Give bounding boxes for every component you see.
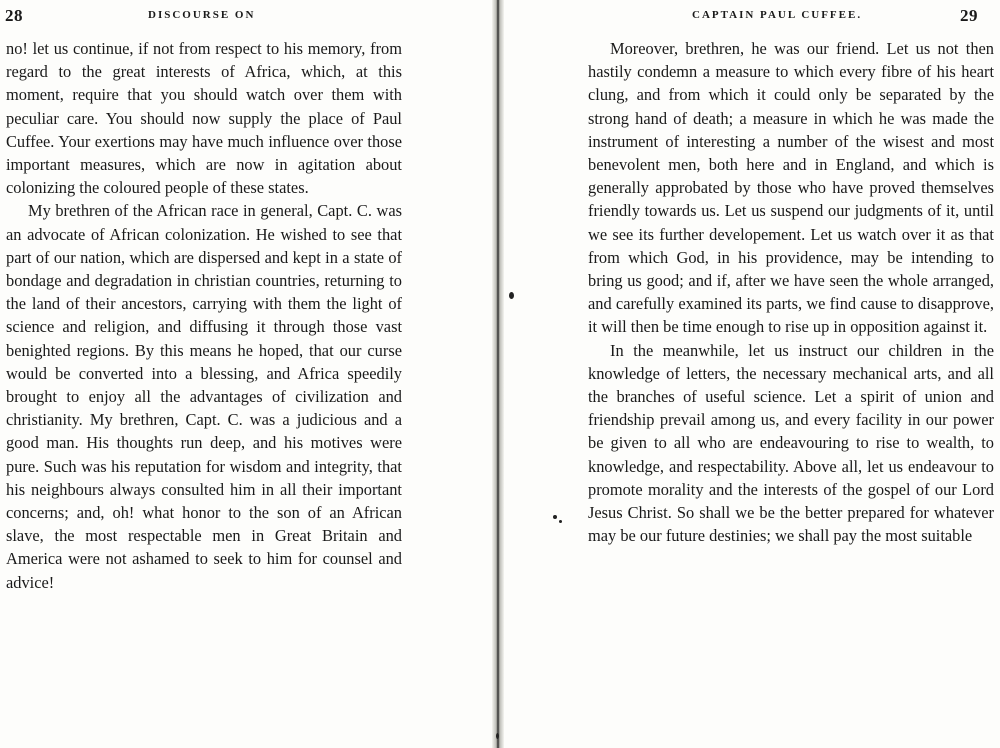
paragraph: My brethren of the African race in general, Capt. C. was an advocate of African colonization. He wished to see that part of our nation, which are dispersed and kept in a state of bondage and degradation in christian countries, returning to the land of their ancestors, carrying with them the light of science and religion, and diffusing it through those vast benighted regions. By this means he hoped, that our curse would be converted into a blessing, and Africa speedily brought to enjoy all the advantages of civilization and christianity. My brethren, Capt. C. was a judicious and a good man. His thoughts run deep, and his motives were pure. Such was his reputation for wisdom and integrity, that his neighbours always consulted him in all their important concerns; and, oh! what honor to the son of an African slave, the most respectable men in Great Britain and America were not ashamed to seek to him for counsel and advice! xyxy=(6,201,402,592)
right-running-title: CAPTAIN PAUL CUFFEE. xyxy=(692,9,863,21)
right-page-number: 29 xyxy=(960,6,978,25)
right-running-head xyxy=(500,6,1000,26)
left-running-title: DISCOURSE ON xyxy=(148,9,256,21)
left-page xyxy=(0,0,492,748)
right-page xyxy=(500,0,1000,748)
left-page-body xyxy=(6,37,402,594)
left-running-head xyxy=(0,6,492,26)
paragraph: Moreover, brethren, he was our friend. Let us not then hastily condemn a measure to which every fibre of his heart clung, and from which it could only be separated by the strong hand of death; a measure in which he was made the instrument of interesting a number of the wisest and most benevolent men, both here and in England, and which is generally approbated by those who have proved themselves friendly towards us. Let us suspend our judgments of it, until we see its further developement. Let us watch over it as that from which God, in his providence, may be intending to bring us good; and if, after we have seen the whole arranged, and carefully examined its parts, we find cause to disapprove, it will then be time enough to rise up in opposition against it. xyxy=(588,39,994,337)
paragraph: In the meanwhile, let us instruct our children in the knowledge of letters, the necessary mechanical arts, and all the branches of useful science. Let a spirit of union and friendship prevail among us, and every facility in our power be given to all who are endeavouring to rise to wealth, to knowledge, and respectability. Above all, let us endeavour to promote morality and the interests of the gospel of our Lord Jesus Christ. So shall we be the better prepared for whatever may be our future destinies; we shall pay the most suitable xyxy=(588,340,994,546)
print-speck xyxy=(496,733,499,739)
left-page-number: 28 xyxy=(5,6,23,25)
right-page-body xyxy=(588,37,994,547)
paragraph: no! let us continue, if not from respect to his memory, from regard to the great interests of Africa, which, at this moment, require that you should watch over them with peculiar care. You should now supply the place of Paul Cuffee. Your exertions may have much influence over those important measures, which are now in agitation about colonizing the coloured people of these states. xyxy=(6,39,402,198)
